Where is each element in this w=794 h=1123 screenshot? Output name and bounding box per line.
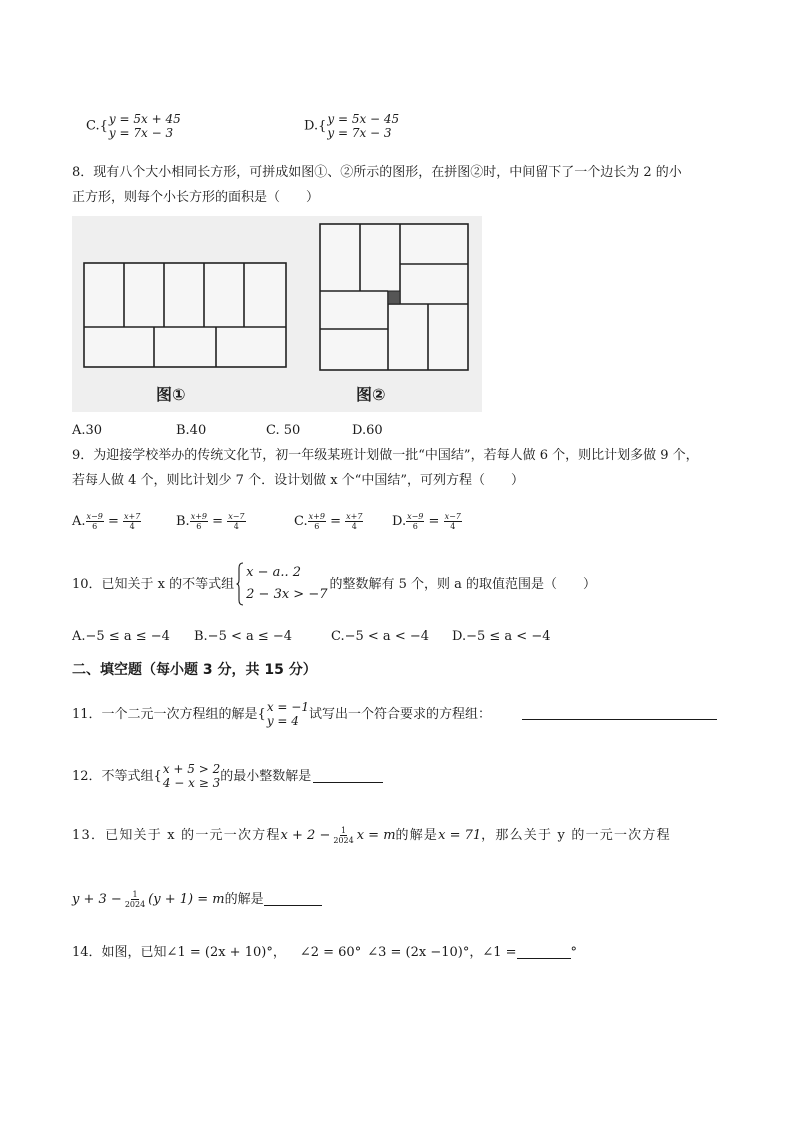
q11-system — [258, 700, 309, 728]
q10-suffix: 的整数解有 5 个，则 a 的取值范围是（ ） — [329, 576, 597, 592]
q11-eq2: y = 4 — [266, 714, 299, 728]
q7-option-d[interactable] — [304, 112, 399, 140]
q9-c-letter: C. — [294, 514, 308, 529]
q13-stem-line1 — [72, 826, 671, 845]
q11-answer-blank[interactable] — [522, 718, 717, 720]
q11-suffix: 试写出一个符合要求的方程组： — [308, 706, 491, 722]
q13-line2-b: (y + 1) = m — [148, 892, 225, 907]
q12-answer-blank[interactable] — [313, 770, 383, 783]
q7-d-eq2: y = 7x − 3 — [327, 126, 392, 140]
q9-option-c[interactable]: C. $\frac{x+9}{6}$ = $\frac{x+7}{4}$ — [294, 512, 363, 531]
q12-suffix: 的最小整数解是 — [220, 768, 312, 784]
brace-icon: { — [318, 118, 327, 134]
q13-line2-a: y + 3 − — [72, 892, 122, 907]
q7-c-eq2: y = 7x − 3 — [108, 126, 174, 140]
q13-eq-b: x = m — [356, 828, 396, 843]
q8-option-b[interactable]: B.40 — [176, 423, 207, 438]
q14-stem — [72, 946, 577, 959]
section-2-title: 二、填空题（每小题 3 分，共 15 分） — [72, 662, 317, 678]
figure-2-center-square — [388, 291, 400, 304]
q10-option-d[interactable]: D.−5 ≤ a < −4 — [452, 629, 551, 644]
q11-stem — [72, 700, 491, 728]
q10-prefix: 10．已知关于 x 的不等式组 — [72, 576, 235, 592]
q12-ineq1: x + 5 > 2 — [162, 762, 221, 776]
q10-ineq1: x − a.. 2 — [246, 565, 302, 580]
q14-answer-blank[interactable] — [517, 946, 571, 959]
q14-angle1: ∠1 = (2x + 10)°， — [166, 945, 286, 960]
q7-c-eq1: y = 5x + 45 — [108, 112, 181, 126]
q7-option-d-system — [318, 112, 399, 140]
q14-prefix: 14．如图，已知 — [72, 945, 167, 960]
q12-system — [154, 762, 221, 790]
q7-option-c[interactable] — [86, 112, 181, 140]
q9-d-frac-right: $\frac{x-7}{4}$ — [444, 512, 461, 531]
q13-suffix: ，那么关于 y 的一元一次方程 — [481, 828, 671, 843]
figure-2-label: 图② — [356, 385, 386, 404]
q11-eq1: x = −1 — [266, 700, 309, 714]
q13-mid: 的解是 — [395, 828, 439, 843]
figure-1-label: 图① — [156, 385, 186, 404]
q13-solution: x = 71 — [438, 828, 482, 843]
q10-option-b[interactable]: B.−5 < a ≤ −4 — [194, 629, 293, 644]
q9-c-frac-left: $\frac{x+9}{6}$ — [308, 512, 325, 531]
q9-option-b[interactable]: B. $\frac{x+9}{6}$ = $\frac{x-7}{4}$ — [176, 512, 245, 531]
q14-ask: ∠1 = — [482, 945, 517, 960]
q7-option-d-letter: D. — [304, 118, 319, 134]
q9-b-letter: B. — [176, 514, 190, 529]
q10-ineq2: 2 − 3x > −7 — [246, 587, 328, 602]
q9-a-letter: A. — [72, 514, 86, 529]
q10-option-a[interactable]: A.−5 ≤ a ≤ −4 — [72, 629, 170, 644]
q13-line2-suffix: 的解是 — [224, 892, 264, 907]
q9-d-frac-left: $\frac{x-9}{6}$ — [407, 512, 424, 531]
q9-stem-line1: 9．为迎接学校举办的传统文化节，初一年级某班计划做一批“中国结”，若每人做 6 个，则比计划多做 9 个， — [72, 448, 699, 463]
q12-prefix: 12．不等式组 — [72, 768, 154, 784]
q8-figures — [72, 216, 482, 415]
q10-stem — [72, 562, 596, 606]
q12-stem — [72, 762, 383, 790]
q9-option-a[interactable]: A. $\frac{x-9}{6}$ = $\frac{x+7}{4}$ — [72, 512, 141, 531]
q9-stem-line2: 若每人做 4 个，则比计划少 7 个．设计划做 x 个“中国结”，可列方程（ ） — [72, 473, 524, 488]
q8-option-a[interactable]: A.30 — [72, 423, 103, 438]
q13-stem-line2 — [72, 890, 322, 909]
q7-option-c-system — [100, 112, 181, 140]
q9-option-d[interactable]: D. $\frac{x-9}{6}$ = $\frac{x-7}{4}$ — [392, 512, 461, 531]
q14-angle3: ∠3 = (2x −10)°， — [367, 945, 483, 960]
q13-prefix: 13．已知关于 x 的一元一次方程 — [72, 828, 281, 843]
brace-icon — [236, 562, 244, 606]
q11-prefix: 11．一个二元一次方程组的解是 — [72, 706, 258, 722]
brace-icon: { — [153, 768, 162, 784]
q9-b-frac-right: $\frac{x-7}{4}$ — [228, 512, 245, 531]
q13-fraction: $\frac{1}{2024}$ — [333, 826, 354, 845]
q14-angle2: ∠2 = 60° — [299, 945, 362, 960]
q9-a-frac-left: $\frac{x-9}{6}$ — [86, 512, 103, 531]
q13-answer-blank[interactable] — [264, 893, 322, 906]
q9-c-frac-right: $\frac{x+7}{4}$ — [346, 512, 363, 531]
q10-option-c[interactable]: C.−5 < a < −4 — [331, 629, 430, 644]
q7-d-eq1: y = 5x − 45 — [327, 112, 400, 126]
q8-option-d[interactable]: D.60 — [352, 423, 383, 438]
figure-1-rectangles — [84, 263, 286, 367]
q12-ineq2: 4 − x ≥ 3 — [162, 776, 221, 790]
q13-line2-fraction: $\frac{1}{2024}$ — [124, 890, 146, 909]
q9-d-letter: D. — [392, 514, 407, 529]
q14-degree: ° — [570, 945, 578, 960]
brace-icon: { — [99, 118, 108, 134]
q8-option-c[interactable]: C. 50 — [266, 423, 301, 438]
brace-icon: { — [257, 706, 266, 722]
q9-a-frac-right: $\frac{x+7}{4}$ — [124, 512, 141, 531]
q8-figure-image — [72, 216, 482, 412]
q9-b-frac-left: $\frac{x+9}{6}$ — [190, 512, 207, 531]
q8-stem-line2: 正方形，则每个小长方形的面积是（ ） — [72, 190, 320, 205]
q8-stem-line1: 8．现有八个大小相同长方形，可拼成如图①、②所示的图形，在拼图②时，中间留下了一个边长为 2 的小 — [72, 165, 682, 180]
q13-eq-a: x + 2 − — [280, 828, 331, 843]
q7-option-c-letter: C. — [86, 118, 100, 134]
